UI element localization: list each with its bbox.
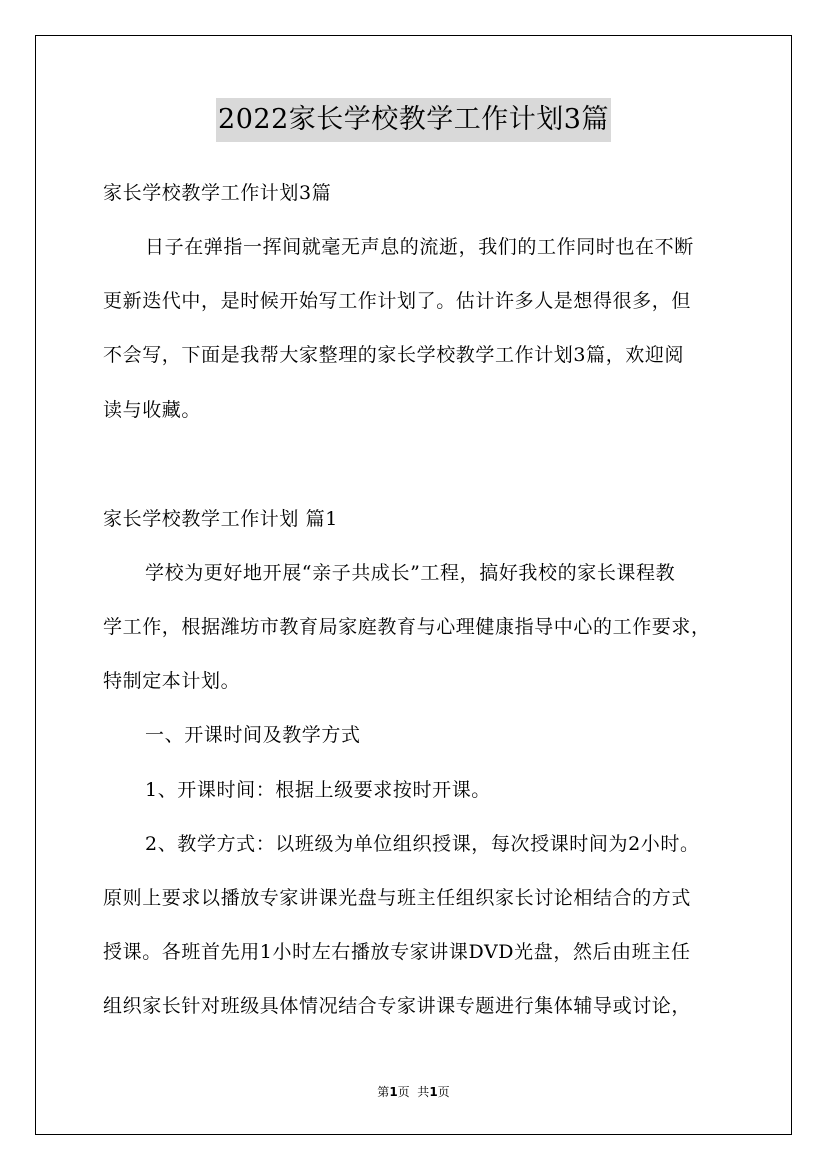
document-subtitle: 家长学校教学工作计划3篇: [103, 182, 332, 204]
item-1: 1、开课时间：根据上级要求按时开课。: [145, 779, 491, 801]
intro-line-4: 读与收藏。: [103, 399, 202, 421]
item2-line-1: 2、教学方式：以班级为单位组织授课，每次授课时间为2小时。: [145, 833, 700, 855]
heading-1: 一、开课时间及教学方式: [145, 724, 361, 746]
intro-line-1: 日子在弹指一挥间就毫无声息的流逝，我们的工作同时也在不断: [145, 236, 694, 258]
item2-line-3: 授课。各班首先用1小时左右播放专家讲课DVD光盘，然后由班主任: [103, 941, 691, 963]
item2-line-4: 组织家长针对班级具体情况结合专家讲课专题进行集体辅导或讨论，: [103, 995, 692, 1017]
para1-line-1: 学校为更好地开展“亲子共成长”工程，搞好我校的家长课程教: [145, 562, 676, 584]
section-heading: 家长学校教学工作计划 篇1: [103, 508, 338, 530]
footer-current-page: 1: [389, 1085, 398, 1099]
footer-total-pages: 1: [429, 1085, 438, 1099]
page-footer: [0, 1084, 827, 1100]
title-container: [0, 98, 827, 142]
footer-mid: 页 共: [397, 1085, 430, 1099]
para1-line-3: 特制定本计划。: [103, 670, 241, 692]
para1-line-2: 学工作，根据潍坊市教育局家庭教育与心理健康指导中心的工作要求，: [103, 616, 711, 638]
intro-line-3: 不会写，下面是我帮大家整理的家长学校教学工作计划3篇，欢迎阅: [103, 344, 685, 366]
item2-line-2: 原则上要求以播放专家讲课光盘与班主任组织家长讨论相结合的方式: [103, 887, 692, 909]
footer-suffix: 页: [437, 1085, 450, 1099]
intro-line-2: 更新迭代中，是时候开始写工作计划了。估计许多人是想得很多，但: [103, 290, 692, 312]
footer-prefix: 第: [377, 1085, 390, 1099]
document-title: 2022家长学校教学工作计划3篇: [216, 98, 611, 142]
